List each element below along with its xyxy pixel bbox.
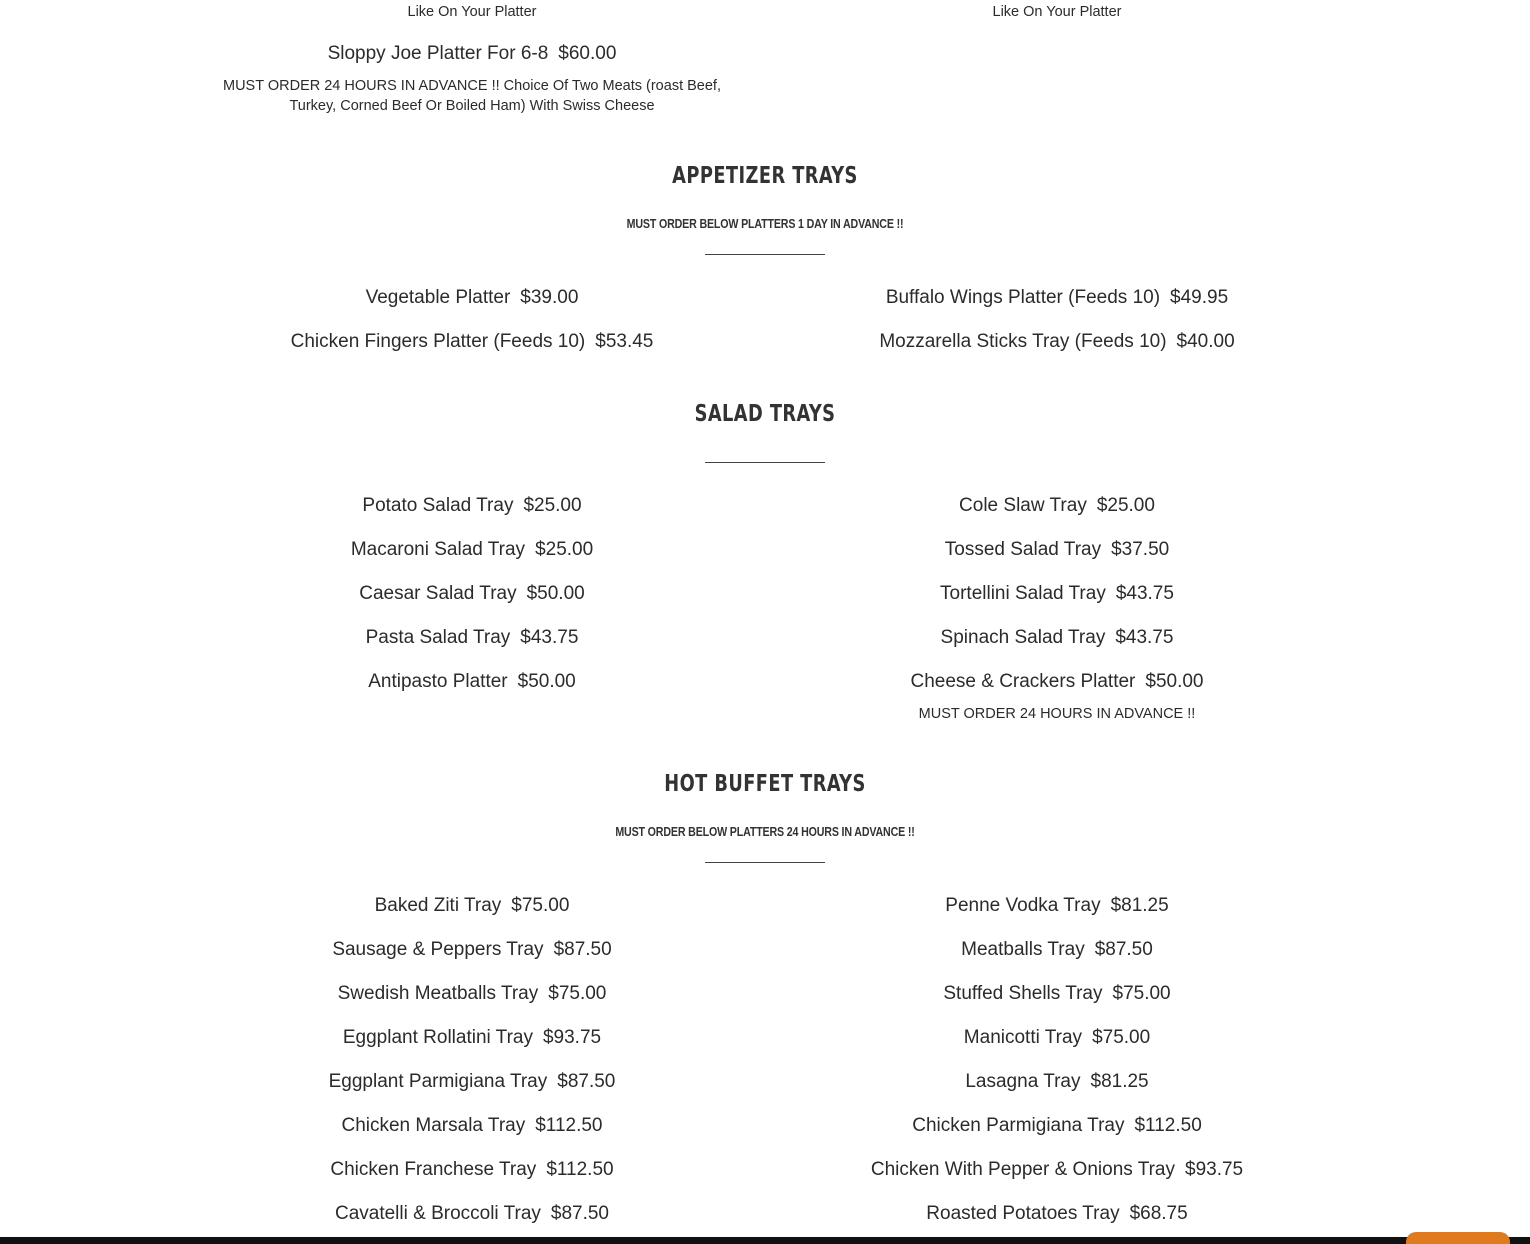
menu-item [172,582,772,606]
menu-item [757,894,1357,918]
menu-item [757,1158,1357,1182]
item-price: $25.00 [535,539,594,560]
item-name: Antipasto Platter [368,671,508,692]
item-price: $37.50 [1111,539,1170,560]
item-name: Macaroni Salad Tray [350,539,526,560]
section-subtitle-appetizer: MUST ORDER BELOW PLATTERS 1 DAY IN ADVANCE !! [626,216,904,231]
menu-item [172,286,772,310]
item-price: $75.00 [1112,983,1171,1004]
item-name: Lasagna Tray [965,1071,1081,1092]
item-name: Tossed Salad Tray [944,539,1102,560]
item-name: Chicken With Pepper & Onions Tray [870,1159,1175,1180]
item-price: $81.25 [1090,1071,1149,1092]
menu-item [172,494,772,518]
item-name: Sausage & Peppers Tray [332,939,544,960]
item-price: $39.00 [520,287,579,308]
menu-item [757,538,1357,562]
item-price: $87.50 [550,1203,610,1224]
item-name: Pasta Salad Tray [365,627,511,648]
item-price: $68.75 [1129,1203,1188,1224]
item-name: Manicotti Tray [963,1027,1083,1048]
platter-note-tail-left: Like On Your Platter [407,4,537,20]
item-name: Tortellini Salad Tray [940,583,1106,604]
menu-item [757,582,1357,606]
menu-item [172,1070,772,1094]
section-divider-appetizer [705,254,825,255]
item-price: $50.00 [1145,671,1204,692]
item-name: Spinach Salad Tray [940,627,1106,648]
item-name: Chicken Parmigiana Tray [912,1115,1125,1136]
item-name: Eggplant Rollatini Tray [342,1027,533,1048]
item-price: $40.00 [1176,331,1235,352]
item-price: $87.50 [557,1071,616,1092]
item-price: $60.00 [558,43,617,64]
menu-item [757,1202,1357,1226]
menu-item [757,938,1357,962]
menu-item [172,938,772,962]
item-price: $25.00 [1096,495,1155,516]
item-name: Cavatelli & Broccoli Tray [334,1203,541,1224]
menu-item [172,1202,772,1226]
chat-widget-tab[interactable] [1406,1232,1510,1244]
item-name: Eggplant Parmigiana Tray [328,1071,548,1092]
item-name: Mozzarella Sticks Tray (Feeds 10) [879,331,1167,352]
menu-item [172,538,772,562]
item-price: $93.75 [542,1027,602,1048]
item-name: Potato Salad Tray [362,495,514,516]
item-price: $50.00 [517,671,576,692]
item-price: $75.00 [511,895,570,916]
menu-item [757,670,1357,694]
sloppy-joe-note-line-2: Turkey, Corned Beef Or Boiled Ham) With Swiss Cheese [289,98,655,114]
menu-item [172,894,772,918]
item-name: Penne Vodka Tray [945,895,1101,916]
menu-item [172,1114,772,1138]
menu-item [757,982,1357,1006]
item-name: Swedish Meatballs Tray [337,983,539,1004]
item-name: Cole Slaw Tray [959,495,1087,516]
item-price: $25.00 [523,495,582,516]
menu-item [757,626,1357,650]
bottom-bar [0,1237,1530,1244]
sloppy-joe-note-line-1: MUST ORDER 24 HOURS IN ADVANCE !! Choice Of Two Meats (roast Beef, [223,78,721,94]
menu-item [757,1026,1357,1050]
item-name: Buffalo Wings Platter (Feeds 10) [885,287,1161,308]
item-name: Meatballs Tray [961,939,1085,960]
item-price: $49.95 [1170,287,1229,308]
item-price: $75.00 [548,983,607,1004]
menu-item [757,1114,1357,1138]
menu-item [172,626,772,650]
section-divider-salad [705,462,825,463]
item-price: $43.75 [1115,583,1174,604]
platter-note-tail-right: Like On Your Platter [992,4,1122,20]
item-name: Caesar Salad Tray [359,583,517,604]
item-name: Stuffed Shells Tray [943,983,1103,1004]
item-price: $112.50 [1134,1115,1202,1136]
menu-item [757,494,1357,518]
menu-item [172,982,772,1006]
menu-item [172,670,772,694]
menu-item-sloppy-joe [172,42,772,66]
item-price: $53.45 [595,331,654,352]
menu-item [172,330,772,354]
item-name: Cheese & Crackers Platter [910,671,1136,692]
item-price: $87.50 [553,939,612,960]
item-price: $43.75 [520,627,579,648]
item-name: Chicken Franchese Tray [330,1159,537,1180]
item-name: Chicken Fingers Platter (Feeds 10) [290,331,586,352]
menu-item [172,1158,772,1182]
cheese-platter-note: MUST ORDER 24 HOURS IN ADVANCE !! [918,706,1196,722]
item-price: $93.75 [1185,1159,1244,1180]
item-price: $43.75 [1115,627,1174,648]
section-divider-hot-buffet [705,862,825,863]
item-name: Chicken Marsala Tray [341,1115,526,1136]
menu-item [757,330,1357,354]
menu-item [172,1026,772,1050]
item-price: $50.00 [526,583,585,604]
item-price: $112.50 [546,1159,614,1180]
item-price: $75.00 [1092,1027,1151,1048]
item-price: $87.50 [1094,939,1153,960]
item-name: Roasted Potatoes Tray [926,1203,1120,1224]
item-name: Vegetable Platter [365,287,511,308]
menu-item [757,1070,1357,1094]
section-title-salad: SALAD TRAYS [694,401,836,427]
section-title-appetizer: APPETIZER TRAYS [672,163,858,189]
item-name: Sloppy Joe Platter For 6-8 [327,43,549,64]
section-subtitle-hot-buffet: MUST ORDER BELOW PLATTERS 24 HOURS IN ADVANCE !! [615,824,915,839]
menu-item [757,286,1357,310]
item-price: $112.50 [535,1115,603,1136]
item-price: $81.25 [1110,895,1169,916]
item-name: Baked Ziti Tray [374,895,502,916]
section-title-hot-buffet: HOT BUFFET TRAYS [664,771,866,797]
